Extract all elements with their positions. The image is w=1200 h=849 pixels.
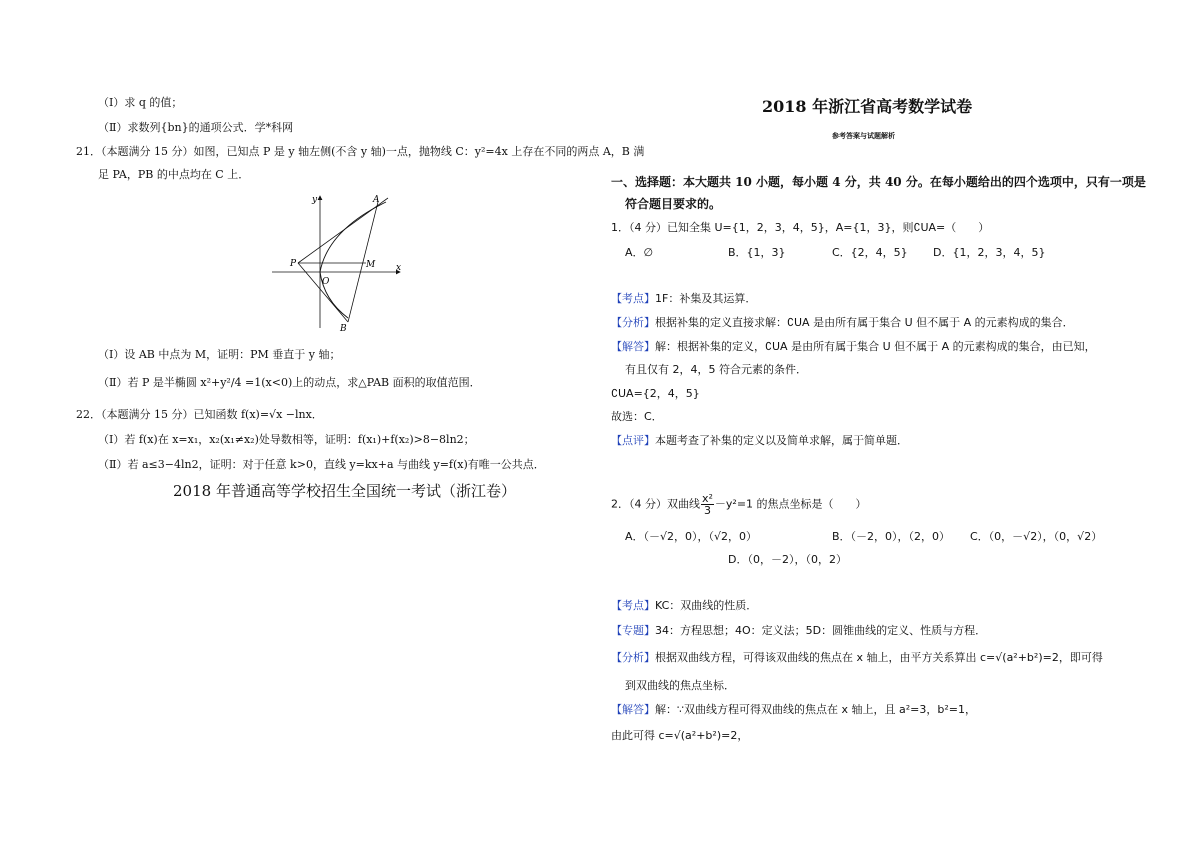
- page-title: 2018 年浙江省高考数学试卷: [762, 97, 973, 116]
- q1-fenxi: [611, 316, 1074, 330]
- right-page: [600, 0, 1200, 849]
- label-a: A: [373, 195, 380, 205]
- exam-heading: 2018 年普通高等学校招生全国统一考试（浙江卷）: [173, 482, 516, 500]
- q1-jieda: [611, 340, 1096, 354]
- q22-stem: 22．（本题满分 15 分）已知函数 f(x)=√x −lnx．: [76, 408, 323, 421]
- jieda-text: 解：根据补集的定义，∁UA 是由所有属于集合 U 但不属于 A 的元素构成的集合，由已知，: [655, 340, 1096, 353]
- label-x: x: [396, 263, 402, 273]
- label-b: B: [340, 324, 347, 334]
- q1-option-b: B．{1，3}: [728, 246, 786, 259]
- q2-jieda: [611, 703, 976, 717]
- q1-option-d: D．{1，2，3，4，5}: [933, 246, 1046, 259]
- q2-fenxi: [611, 651, 1103, 665]
- label-y: y: [312, 195, 318, 205]
- fenxi-text: 根据补集的定义直接求解：∁UA 是由所有属于集合 U 但不属于 A 的元素构成的集合．: [655, 316, 1074, 329]
- kaodian-text: KC：双曲线的性质．: [655, 599, 758, 612]
- q22-part-2: （Ⅱ）若 a≤3−4ln2，证明：对于任意 k>0，直线 y=kx+a 与曲线 y=f(x)有唯一公共点．: [98, 458, 545, 471]
- label-o: O: [322, 277, 330, 287]
- q1-answer: 故选：C．: [611, 410, 663, 423]
- q21-part-2: （Ⅱ）若 P 是半椭圆 x²+y²/4 =1(x<0)上的动点，求△PAB 面积的取值范围．: [98, 376, 481, 389]
- q20-part-1: （Ⅰ）求 q 的值；: [98, 96, 183, 109]
- q2-fraction: [701, 493, 714, 516]
- q2-kaodian: [611, 599, 757, 613]
- q1-option-c: C．{2，4，5}: [832, 246, 908, 259]
- q2-stem-suffix: －y²=1 的焦点坐标是（ ）: [714, 497, 867, 511]
- label-m: M: [366, 260, 376, 270]
- dianping-text: 本题考查了补集的定义以及简单求解，属于简单题．: [655, 434, 908, 447]
- q2-option-c: C．（0，－√2），（0，√2）: [970, 530, 1103, 543]
- q1-dianping: [611, 434, 908, 448]
- q2-stem-prefix: 2．（4 分）双曲线: [611, 497, 700, 511]
- q1-jieda-line-2: 有且仅有 2，4，5 符合元素的条件．: [625, 363, 807, 376]
- tag-kaodian: 【考点】: [611, 292, 655, 305]
- tag-dianping: 【点评】: [611, 434, 655, 447]
- q2-jieda-line-2: 由此可得 c=√(a²+b²)=2，: [611, 729, 749, 742]
- q1-kaodian: [611, 292, 756, 306]
- tag-zhuanti: 【专题】: [611, 624, 655, 637]
- zhuanti-text: 34：方程思想；4O：定义法；5D：圆锥曲线的定义、性质与方程．: [655, 624, 987, 637]
- q1-jieda-line-3: ∁UA={2，4，5}: [611, 387, 700, 400]
- q21-part-1: （Ⅰ）设 AB 中点为 M，证明：PM 垂直于 y 轴；: [98, 348, 341, 361]
- label-p: P: [290, 259, 297, 269]
- parabola-figure: [268, 190, 408, 335]
- q2-fraction-numerator: x²: [702, 492, 713, 505]
- tag-fenxi: 【分析】: [611, 316, 655, 329]
- tag-jieda: 【解答】: [611, 340, 655, 353]
- q21-stem-line-2: 足 PA，PB 的中点均在 C 上．: [98, 168, 250, 181]
- section-heading-line-2: 符合题目要求的。: [625, 197, 722, 211]
- q2-option-d: D．（0，－2），（0，2）: [728, 553, 847, 566]
- q22-part-1: （Ⅰ）若 f(x)在 x=x₁，x₂(x₁≠x₂)处导数相等，证明：f(x₁)+f(x₂)>8−8ln2；: [98, 433, 475, 446]
- page-subtitle: 参考答案与试题解析: [832, 131, 895, 140]
- tag-jieda: 【解答】: [611, 703, 655, 716]
- q1-option-a: A．∅: [625, 246, 654, 259]
- q2-zhuanti: [611, 624, 986, 638]
- kaodian-text: 1F：补集及其运算．: [655, 292, 757, 305]
- q1-stem: 1．（4 分）已知全集 U={1，2，3，4，5}，A={1，3}，则∁UA=（ ）: [611, 221, 990, 234]
- q2-fenxi-line-2: 到双曲线的焦点坐标．: [625, 679, 735, 692]
- q2-stem: [611, 493, 867, 516]
- tag-fenxi: 【分析】: [611, 651, 655, 664]
- segment-pa: [298, 198, 388, 263]
- tag-kaodian: 【考点】: [611, 599, 655, 612]
- q2-option-b: B．（－2，0），（2，0）: [832, 530, 951, 543]
- q20-part-2: （Ⅱ）求数列{bn}的通项公式．学*科网: [98, 121, 294, 134]
- q21-stem-line-1: 21．（本题满分 15 分）如图，已知点 P 是 y 轴左侧(不含 y 轴)一点，抛物线 C：y²=4x 上存在不同的两点 A，B 满: [76, 145, 645, 158]
- q2-fraction-denominator: 3: [703, 504, 711, 517]
- section-heading: 一、选择题：本大题共 10 小题，每小题 4 分，共 40 分。在每小题给出的四个选项中，只有一项是: [611, 175, 1146, 189]
- jieda-text: 解：∵双曲线方程可得双曲线的焦点在 x 轴上，且 a²=3，b²=1，: [655, 703, 976, 716]
- q2-option-a: A．（－√2，0），（√2，0）: [625, 530, 758, 543]
- fenxi-text: 根据双曲线方程，可得该双曲线的焦点在 x 轴上，由平方关系算出 c=√(a²+b²)=2，即可得: [655, 651, 1103, 664]
